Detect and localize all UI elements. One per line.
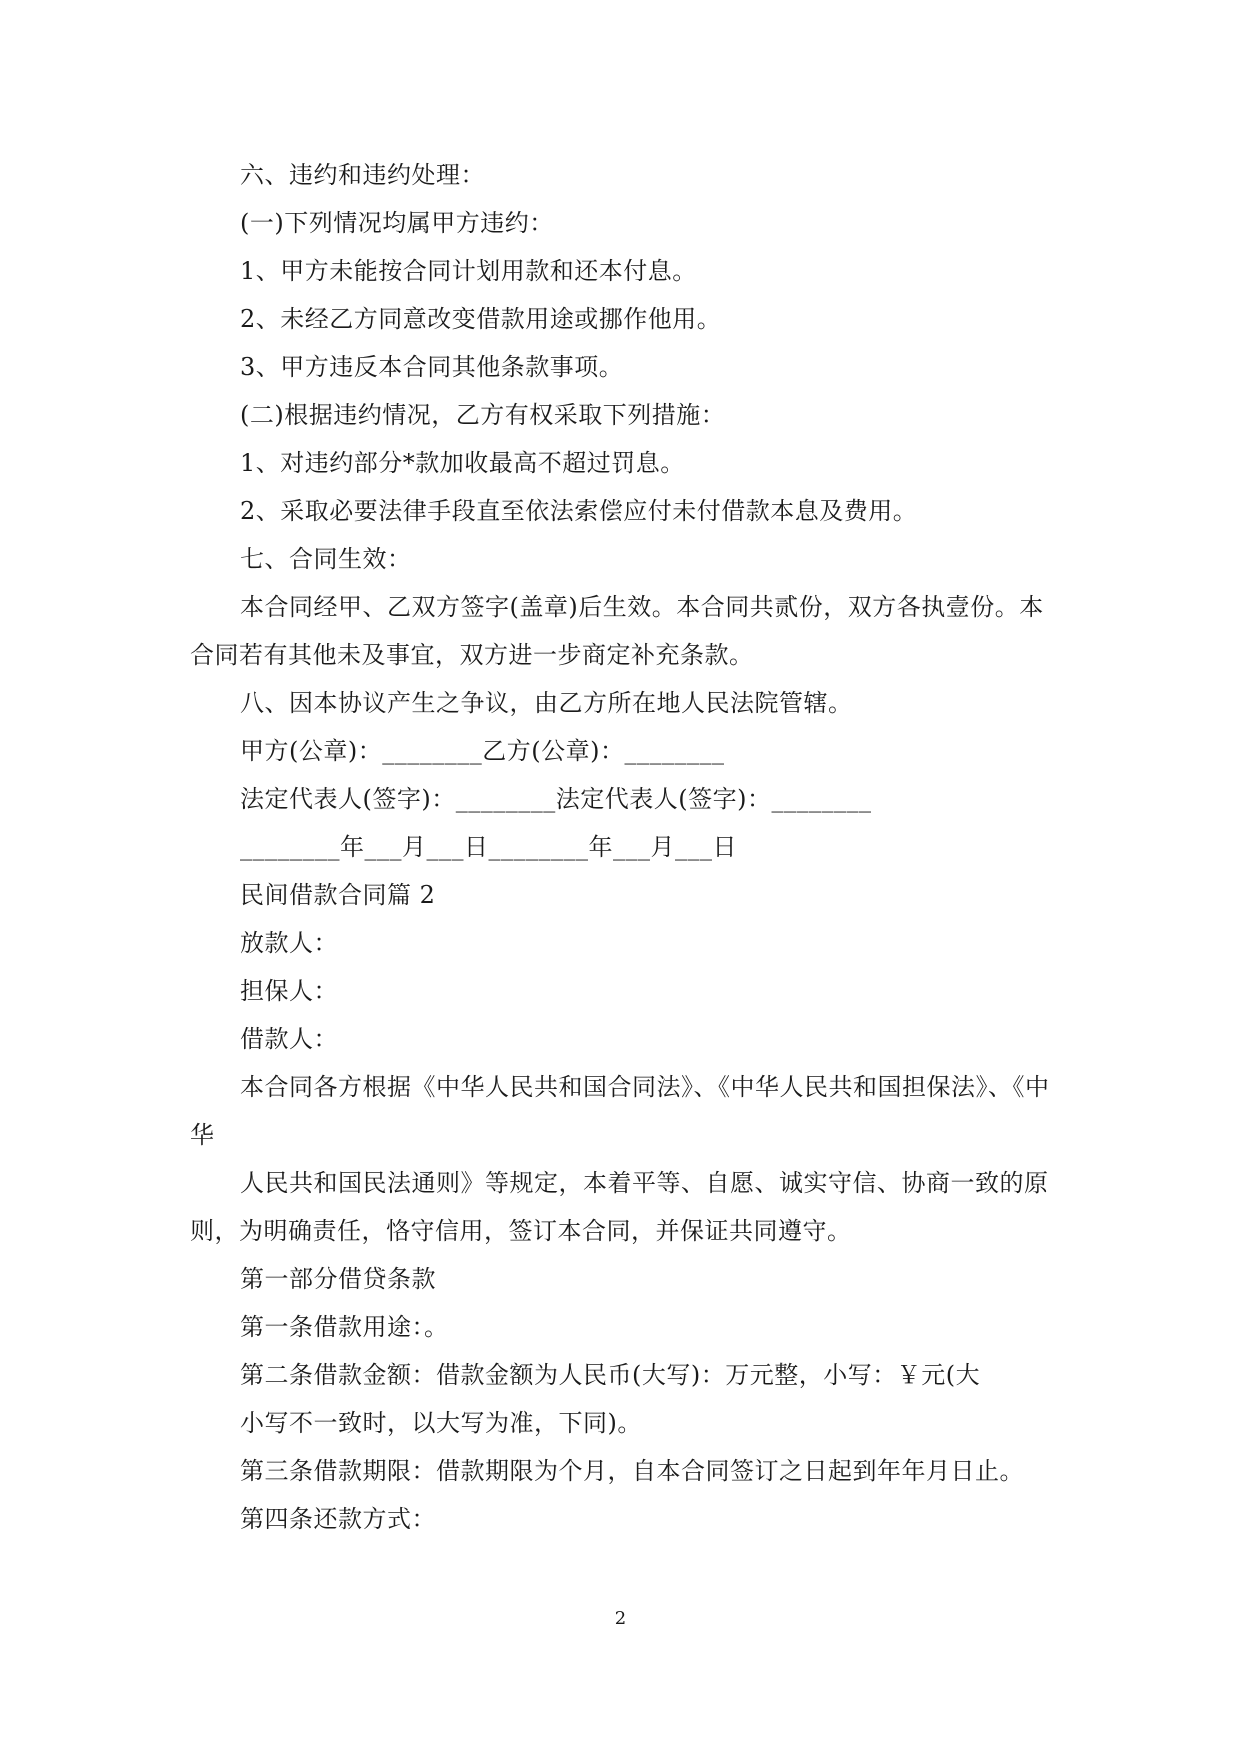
article-4-heading: 第四条还款方式： — [240, 1505, 436, 1533]
section-6-heading: 六、违约和违约处理： — [240, 161, 485, 189]
preamble-line-3: 人民共和国民法通则》等规定，本着平等、自愿、诚实守信、协商一致的原 — [240, 1169, 1049, 1197]
clause-6-1-item-1: 1、甲方未能按合同计划用款和还本付息。 — [240, 257, 697, 285]
section-8-text: 八、因本协议产生之争议，由乙方所在地人民法院管辖。 — [240, 689, 853, 717]
signature-date-line: ________年___月___日________年___月___日 — [240, 833, 737, 861]
article-1: 第一条借款用途：。 — [240, 1313, 449, 1341]
signature-seal-line: 甲方(公章)：________乙方(公章)：________ — [240, 737, 725, 765]
contract-2-title: 民间借款合同篇 2 — [240, 881, 436, 909]
section-7-text-line-2: 合同若有其他未及事宜，双方进一步商定补充条款。 — [190, 641, 754, 669]
clause-6-1-item-2: 2、未经乙方同意改变借款用途或挪作他用。 — [240, 305, 722, 333]
part-1-heading: 第一部分借贷条款 — [240, 1265, 436, 1293]
article-2-line-1: 第二条借款金额：借款金额为人民币(大写)：万元整，小写：￥元(大 — [240, 1361, 981, 1389]
preamble-line-4: 则，为明确责任，恪守信用，签订本合同，并保证共同遵守。 — [190, 1217, 852, 1245]
clause-6-2-heading: (二)根据违约情况，乙方有权采取下列措施： — [240, 401, 726, 429]
section-7-text-line-1: 本合同经甲、乙双方签字(盖章)后生效。本合同共贰份，双方各执壹份。本 — [240, 593, 1044, 621]
borrower-field: 借款人： — [240, 1025, 338, 1053]
clause-6-2-item-2: 2、采取必要法律手段直至依法索偿应付未付借款本息及费用。 — [240, 497, 918, 525]
page-number: 2 — [614, 1608, 627, 1629]
section-7-heading: 七、合同生效： — [240, 545, 412, 573]
guarantor-field: 担保人： — [240, 977, 338, 1005]
article-2-line-2: 小写不一致时，以大写为准，下同)。 — [240, 1409, 642, 1437]
lender-field: 放款人： — [240, 929, 338, 957]
preamble-line-1: 本合同各方根据《中华人民共和国合同法》、《中华人民共和国担保法》、《中 — [240, 1073, 1050, 1101]
article-3: 第三条借款期限：借款期限为个月，自本合同签订之日起到年年月日止。 — [240, 1457, 1024, 1485]
clause-6-1-heading: (一)下列情况均属甲方违约： — [240, 209, 554, 237]
preamble-line-2: 华 — [190, 1121, 215, 1149]
clause-6-2-item-1: 1、对违约部分*款加收最高不超过罚息。 — [240, 449, 685, 477]
signature-representative-line: 法定代表人(签字)：________法定代表人(签字)：________ — [240, 785, 872, 813]
clause-6-1-item-3: 3、甲方违反本合同其他条款事项。 — [240, 353, 624, 381]
